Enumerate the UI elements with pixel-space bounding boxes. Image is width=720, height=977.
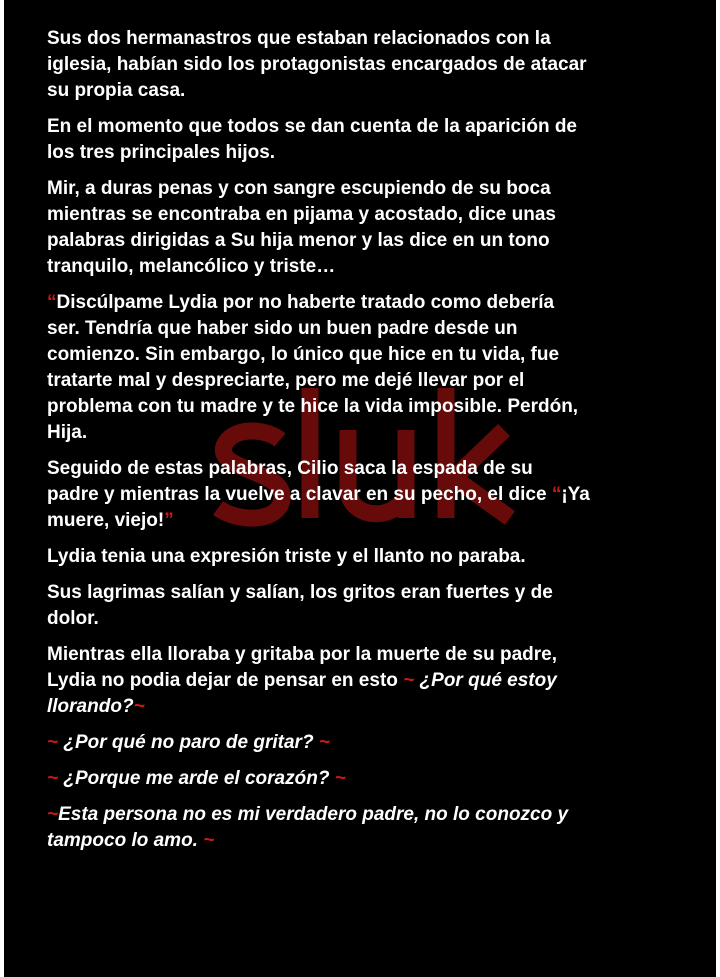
text-line	[47, 668, 697, 694]
text-line	[47, 394, 697, 420]
text-line	[47, 456, 697, 482]
text-segment: su propia casa.	[47, 80, 186, 101]
accent-mark: ”	[164, 510, 174, 531]
paragraph	[47, 176, 697, 280]
paragraph	[47, 114, 697, 166]
text-segment: palabras dirigidas a Su hija menor y las dice en un tono	[47, 230, 550, 251]
text-line	[47, 694, 697, 720]
text-segment: Lydia tenia una expresión triste y el llanto no paraba.	[47, 546, 526, 567]
text-segment: padre y mientras la vuelve a clavar en su pecho, el dice	[47, 484, 552, 505]
text-segment: los tres principales hijos.	[47, 142, 276, 163]
text-line	[47, 544, 697, 570]
paragraph	[47, 580, 697, 632]
text-segment: comienzo. Sin embargo, lo único que hice en tu vida, fue	[47, 344, 560, 365]
text-line	[47, 508, 697, 534]
text-line	[47, 290, 697, 316]
accent-mark: ~	[334, 768, 346, 789]
paragraph	[47, 26, 697, 104]
accent-mark: ~	[133, 696, 145, 717]
text-segment: ¿Por qué estoy	[419, 670, 557, 691]
text-line	[47, 140, 697, 166]
text-segment: ¡Ya	[561, 484, 590, 505]
accent-mark: “	[551, 484, 562, 505]
accent-mark: ~	[318, 732, 330, 753]
paragraph	[47, 766, 697, 792]
text-segment: ser. Tendría que haber sido un buen padre desde un	[47, 318, 518, 339]
text-line	[47, 482, 697, 508]
accent-mark: ~	[47, 768, 64, 789]
text-segment: tratarte mal y despreciarte, pero me dejé llevar por el	[47, 370, 525, 391]
text-segment: Mir, a duras penas y con sangre escupiendo de su boca	[47, 178, 551, 199]
text-line	[47, 26, 697, 52]
accent-mark: ~	[403, 670, 420, 691]
text-segment: problema con tu madre y te hice la vida imposible. Perdón,	[47, 396, 579, 417]
text-line	[47, 228, 697, 254]
text-line	[47, 254, 697, 280]
paragraph	[47, 642, 697, 720]
text-segment: Mientras ella lloraba y gritaba por la muerte de su padre,	[47, 644, 557, 665]
paragraph	[47, 730, 697, 756]
text-segment: Seguido de estas palabras, Cilio saca la espada de su	[47, 458, 533, 479]
text-line	[47, 802, 697, 828]
text-line	[47, 176, 697, 202]
text-segment: llorando?	[47, 696, 134, 717]
text-line	[47, 368, 697, 394]
text-line	[47, 766, 697, 792]
text-line	[47, 78, 697, 104]
text-segment: Lydia no podia dejar de pensar en esto	[47, 670, 404, 691]
text-line	[47, 316, 697, 342]
accent-mark: ~	[203, 830, 215, 851]
text-line	[47, 420, 697, 446]
paragraph	[47, 802, 697, 854]
text-segment: ¿Por qué no paro de gritar?	[63, 732, 319, 753]
text-line	[47, 202, 697, 228]
text-segment: muere, viejo!	[47, 510, 165, 531]
text-segment: dolor.	[47, 608, 99, 629]
text-segment: En el momento que todos se dan cuenta de la aparición de	[47, 116, 577, 137]
text-line	[47, 52, 697, 78]
text-segment: mientras se encontraba en pijama y acostado, dice unas	[47, 204, 556, 225]
text-segment: Sus dos hermanastros que estaban relacionados con la	[47, 28, 551, 49]
accent-mark: ~	[47, 732, 64, 753]
paragraph	[47, 456, 697, 534]
paragraph	[47, 290, 697, 446]
text-segment: tampoco lo amo.	[47, 830, 204, 851]
paragraph	[47, 544, 697, 570]
text-line	[47, 114, 697, 140]
text-segment: Hija.	[47, 422, 88, 443]
story-page	[4, 0, 716, 977]
text-line	[47, 580, 697, 606]
text-line	[47, 828, 697, 854]
text-segment: ¿Porque me arde el corazón?	[63, 768, 335, 789]
text-line	[47, 606, 697, 632]
text-line	[47, 342, 697, 368]
text-segment: Esta persona no es mi verdadero padre, no lo conozco y	[58, 804, 569, 825]
accent-mark: ~	[47, 804, 59, 825]
text-segment: Discúlpame Lydia por no haberte tratado como debería	[56, 292, 555, 313]
accent-mark: “	[47, 292, 57, 313]
story-text	[47, 26, 697, 864]
text-segment: tranquilo, melancólico y triste…	[47, 256, 336, 277]
text-line	[47, 642, 697, 668]
text-segment: Sus lagrimas salían y salían, los gritos eran fuertes y de	[47, 582, 553, 603]
text-segment: iglesia, habían sido los protagonistas encargados de atacar	[47, 54, 587, 75]
text-line	[47, 730, 697, 756]
